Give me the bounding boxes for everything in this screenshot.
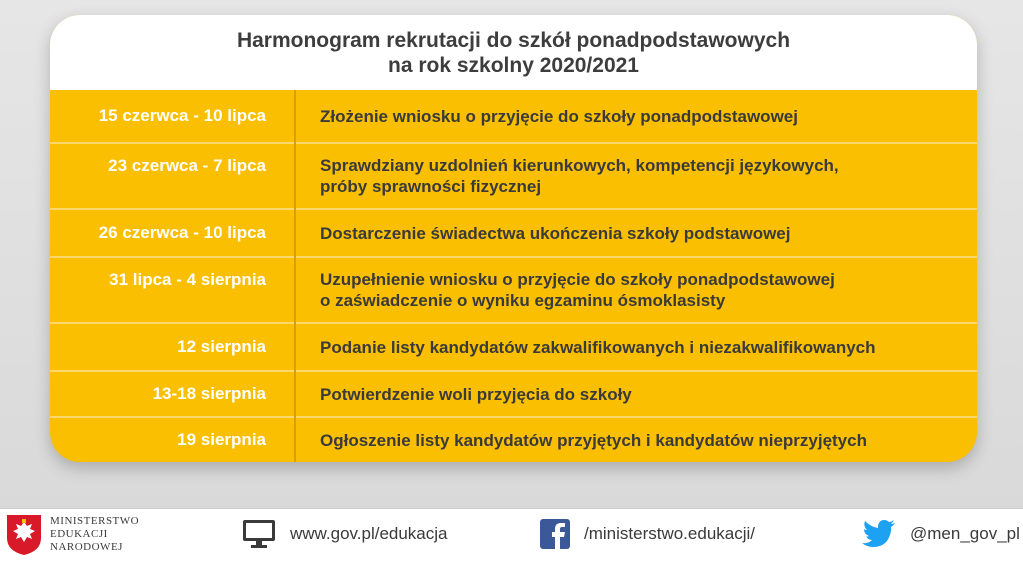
table-row [50,372,977,418]
facebook-icon [540,519,570,549]
twitter-bird-icon [862,519,896,549]
table-row [50,258,977,324]
row-date: 26 czerwca - 10 lipca [98,223,266,242]
row-description [294,106,977,127]
row-description-line: o zaświadczenie o wyniku egzaminu ósmoklasisty [320,291,726,310]
facebook-link[interactable] [540,519,755,549]
ministry-line: MINISTERSTWO [50,515,140,527]
footer-bar [0,508,1023,561]
table-row [50,418,977,462]
twitter-text: @men_gov_pl [910,524,1020,543]
row-description-line: Sprawdziany uzdolnień kierunkowych, kompetencji językowych, [320,156,839,175]
website-link[interactable] [242,519,448,549]
website-text: www.gov.pl/edukacja [290,524,448,543]
row-date: 13-18 sierpnia [152,384,266,403]
row-description [294,337,977,358]
title-line-2: na rok szkolny 2020/2021 [388,53,639,77]
facebook-text: /ministerstwo.edukacji/ [584,524,756,543]
table-row [50,210,977,258]
schedule-card [50,15,977,462]
row-description [294,155,977,197]
row-description [294,384,977,405]
table-row [50,324,977,372]
title-line-1: Harmonogram rekrutacji do szkół ponadpodstawowych [236,28,791,52]
row-description-line: Potwierdzenie woli przyjęcia do szkoły [320,384,632,404]
row-description-line: Dostarczenie świadectwa ukończenia szkoły podstawowej [320,223,791,243]
table-row [50,144,977,210]
ministry-line: NARODOWEJ [50,541,123,553]
row-description [294,223,977,244]
column-divider [294,90,296,462]
row-date: 23 czerwca - 7 lipca [108,156,266,175]
row-description-line: Złożenie wniosku o przyjęcie do szkoły ponadpodstawowej [320,106,798,126]
row-description [294,430,977,451]
row-date: 19 sierpnia [177,430,266,449]
table-row [50,90,977,144]
ministry-name [50,515,139,554]
twitter-link[interactable] [862,519,1020,549]
row-description [294,269,977,311]
row-description-line: próby sprawności fizycznej [320,177,542,196]
card-header [50,15,977,90]
row-date: 31 lipca - 4 sierpnia [109,270,266,289]
row-description-line: Podanie listy kandydatów zakwalifikowanych i niezakwalifikowanych [320,337,876,357]
row-description-line: Uzupełnienie wniosku o przyjęcie do szkoły ponadpodstawowej [320,270,835,289]
row-date: 12 sierpnia [177,337,266,356]
eagle-emblem-icon [6,514,42,556]
monitor-icon [242,519,276,549]
schedule-table [50,90,977,462]
row-description-line: Ogłoszenie listy kandydatów przyjętych i kandydatów nieprzyjętych [320,430,867,450]
ministry-line: EDUKACJI [50,528,108,540]
row-date: 15 czerwca - 10 lipca [98,106,266,125]
